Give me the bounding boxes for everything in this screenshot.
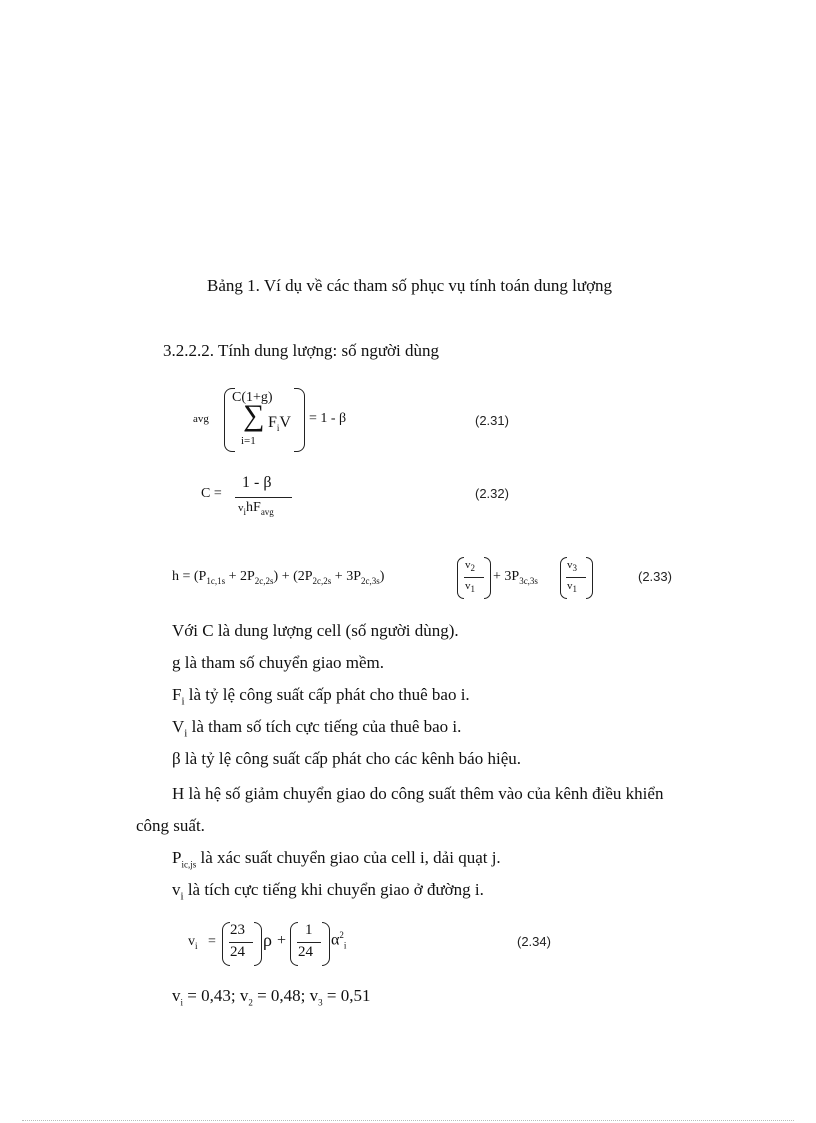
eq234-f1-num: 23 [230,922,245,938]
eq233-number: (2.33) [638,569,672,584]
eq234-f2-den: 24 [298,944,313,960]
eq233-frac1-left-paren [457,557,464,599]
eq233-term-3p: + $3P_{3c,3s}$ [493,569,538,586]
eq232-numerator: 1 - β [242,474,272,491]
eq233-frac1-num: $v_2$ [465,559,475,574]
eq232-number: (2.32) [475,486,509,501]
eq231-sigma-lower: i=1 [241,435,256,447]
definition-v-handover: $v_i$ là tích cực tiếng khi chuyển giao ở đường i. [172,880,484,903]
eq233-frac1-bar [464,577,484,578]
definition-beta: β là tỷ lệ công suất cấp phát cho các kênh báo hiệu. [172,749,521,768]
eq234-lhs: $v_i$ [188,934,198,951]
page-bottom-divider [22,1120,794,1121]
eq233-body: $h = (P_{1c,1s} + 2P_{2c,2s}) + (2P_{2c,2s} + 3P_{2c,3s})$ [172,569,385,586]
eq234-f1-left-paren [222,922,230,966]
activity-values: $v_i = 0,43$; $v_2 = 0,48$; $v_3 = 0,51$ [172,986,371,1008]
eq234-rho: ρ [263,930,272,950]
definition-h-line2: công suất. [136,816,205,835]
definition-h-line1: H là hệ số giảm chuyển giao do công suất thêm vào của kênh điều khiển [172,784,664,803]
definition-fi: $F_i$ là tỷ lệ công suất cấp phát cho thuê bao i. [172,685,470,708]
eq234-alpha: $\alpha^2_i$ [331,930,347,951]
eq234-f1-den: 24 [230,944,245,960]
eq233-frac1-right-paren [484,557,491,599]
eq231-sum-body: $F_iV$ [268,414,291,434]
eq233-frac1-den: $v_1$ [465,580,475,595]
section-heading: 3.2.2.2. Tính dung lượng: số người dùng [163,341,439,360]
eq234-f1-bar [229,942,253,943]
eq232-lhs: C = [201,486,222,501]
table-caption: Bảng 1. Ví dụ về các tham số phục vụ tính toán dung lượng [207,276,613,295]
eq234-f2-num: 1 [305,922,313,938]
eq233-frac2-num: $v_3$ [567,559,577,574]
eq234-f2-right-paren [322,922,330,966]
eq231-rhs: = 1 - β [309,411,347,426]
eq231-prefix: avg [193,413,209,425]
eq234-f2-bar [297,942,321,943]
eq233-frac2-left-paren [560,557,567,599]
eq232-denominator: $v_ihF_{avg}$ [238,500,274,517]
eq231-right-paren [294,388,305,452]
definition-p: $P_{ic,js}$ là xác suất chuyển giao của cell i, dải quạt j. [172,848,501,870]
eq233-frac2-bar [566,577,586,578]
eq231-top: C(1+g) [232,390,273,405]
eq232-fraction-bar [235,497,292,498]
eq234-equals: = [208,934,216,949]
definition-g: g là tham số chuyển giao mềm. [172,653,384,672]
eq234-plus: + [277,932,287,949]
eq233-frac2-den: $v_1$ [567,580,577,595]
eq234-f2-left-paren [290,922,298,966]
eq234-f1-right-paren [254,922,262,966]
eq231-sigma: ∑ [243,399,265,432]
definition-c: Với C là dung lượng cell (số người dùng). [172,621,459,640]
eq234-number: (2.34) [517,934,551,949]
definition-vi: $V_i$ là tham số tích cực tiếng của thuê bao i. [172,717,462,740]
eq231-number: (2.31) [475,413,509,428]
eq233-frac2-right-paren [586,557,593,599]
